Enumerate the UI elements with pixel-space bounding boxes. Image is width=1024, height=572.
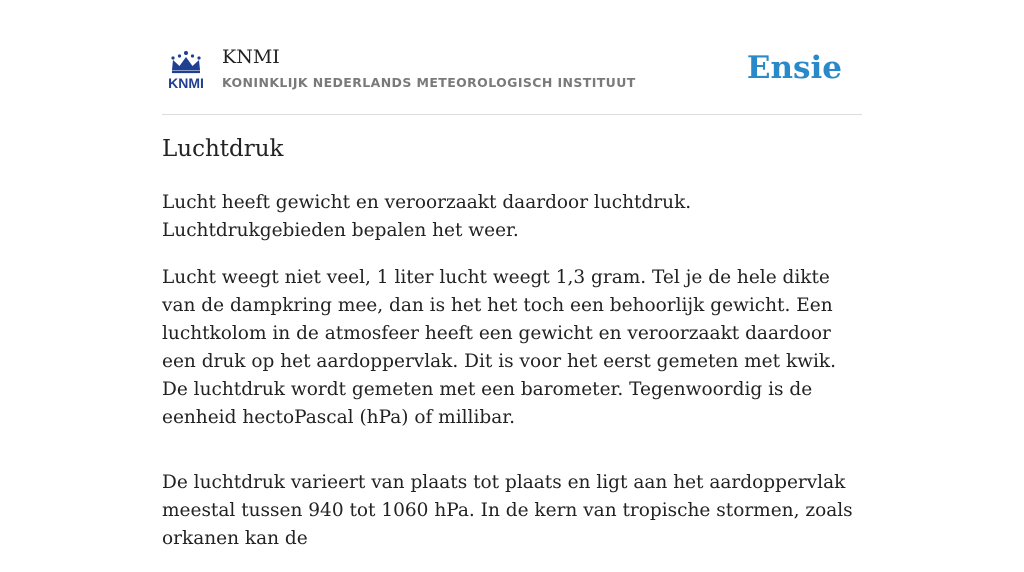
logo-text: KNMI [168, 75, 204, 91]
article-body [162, 189, 862, 572]
paragraph: Lucht heeft gewicht en veroorzaakt daardoor luchtdruk. Luchtdrukgebieden bepalen het weer. [162, 192, 692, 241]
paragraph: De luchtdruk varieert van plaats tot plaats en ligt aan het aardoppervlak meestal tussen 940 tot 1060 hPa. In de kern van tropische stormen, zoals orkanen kan de [162, 472, 853, 549]
site-header [162, 44, 862, 115]
ensie-brand-link[interactable]: Ensie [746, 50, 842, 86]
article-title: Luchtdruk [162, 136, 284, 162]
knmi-crown-logo-icon[interactable] [164, 50, 208, 90]
paragraph: Lucht weegt niet veel, 1 liter lucht weegt 1,3 gram. Tel je de hele dikte van de dampkring mee, dan is het het toch een behoorlijk gewicht. Een luchtkolom in de atmosfeer heeft een gewicht en veroorzaakt daardoor een druk op het aardoppervlak. Dit is voor het eerst gemeten met kwik. De luchtdruk wordt gemeten met een barometer. Tegenwoordig is de eenheid hectoPascal (hPa) of millibar. [162, 267, 837, 428]
org-name: KNMI [222, 46, 280, 68]
page [162, 0, 862, 549]
org-fullname: KONINKLIJK NEDERLANDS METEOROLOGISCH INSTITUUT [222, 75, 636, 90]
